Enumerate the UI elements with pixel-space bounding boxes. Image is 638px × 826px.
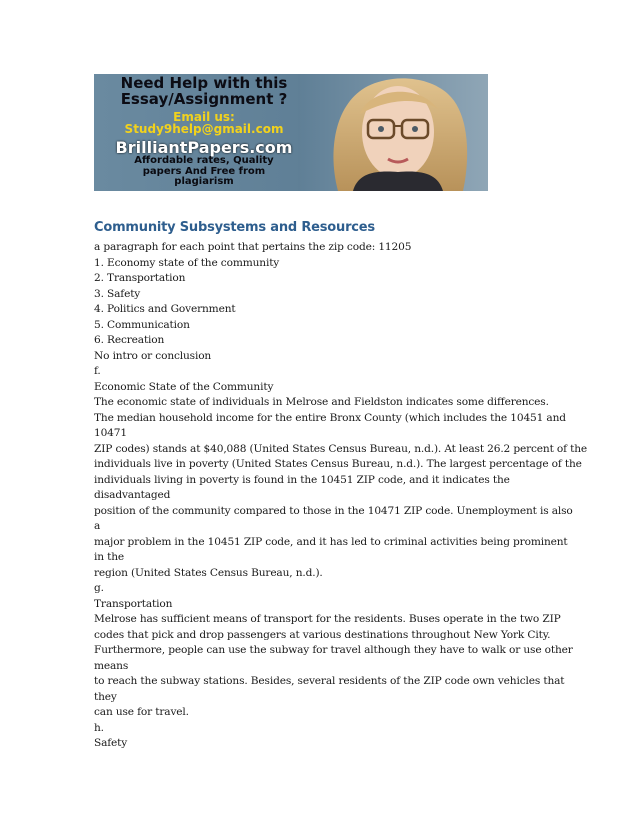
document-line: 10471 <box>94 427 127 439</box>
document-line: position of the community compared to those in the 10471 ZIP code. Unemployment is also <box>94 504 573 517</box>
banner-email: Study9help@gmail.com <box>124 122 284 137</box>
document-line: region (United States Census Bureau, n.d.). <box>94 566 323 579</box>
document-line: g. <box>94 582 104 594</box>
banner-text <box>104 76 304 188</box>
document-line: individuals live in poverty (United States Census Bureau, n.d.). The largest percentage of the <box>94 458 582 470</box>
document-line: Safety <box>94 737 128 749</box>
document-line: 5. Communication <box>94 318 190 331</box>
document-line: a paragraph for each point that pertains the zip code: 11205 <box>94 241 412 253</box>
document-lines <box>94 240 588 752</box>
document-line: Furthermore, people can use the subway for travel although they have to walk or use other <box>94 644 573 656</box>
banner-headline-1: Need Help with this <box>120 74 288 92</box>
banner-tagline-3: plagiarism <box>174 176 234 188</box>
document-line: 2. Transportation <box>94 272 186 284</box>
document-line: f. <box>94 365 101 377</box>
document-body <box>94 220 588 752</box>
banner-site: BrilliantPapers.com <box>115 137 293 157</box>
document-line: codes that pick and drop passengers at various destinations throughout New York City. <box>94 628 551 641</box>
document-line: to reach the subway stations. Besides, several residents of the ZIP code own vehicles that <box>94 675 565 687</box>
document-line: 3. Safety <box>94 287 141 300</box>
ad-banner <box>94 74 488 191</box>
document-line: The median household income for the entire Bronx County (which includes the 10451 and <box>94 411 566 424</box>
banner-tagline-2: papers And Free from <box>142 165 266 177</box>
woman-portrait-image <box>298 74 488 191</box>
document-line: disadvantaged <box>94 489 171 501</box>
document-line: ZIP codes) stands at $40,088 (United States Census Bureau, n.d.). At least 26.2 percent of the <box>94 442 588 455</box>
banner-headline-2: Essay/Assignment ? <box>120 89 288 108</box>
document-line: means <box>94 659 129 672</box>
document-line: major problem in the 10451 ZIP code, and it has led to criminal activities being prominent <box>94 535 568 548</box>
document-line: Melrose has sufficient means of transport for the residents. Buses operate in the two ZIP <box>94 613 561 625</box>
document-title: Community Subsystems and Resources <box>94 220 375 235</box>
document-line: can use for travel. <box>94 706 189 718</box>
document-line: 6. Recreation <box>94 334 165 346</box>
document-line: 4. Politics and Government <box>94 303 236 315</box>
banner-tagline-1: Affordable rates, Quality <box>134 155 274 167</box>
document-line: The economic state of individuals in Melrose and Fieldston indicates some differences. <box>94 396 549 408</box>
document-line: in the <box>94 551 125 563</box>
document-line: they <box>94 690 117 703</box>
document-line: individuals living in poverty is found in the 10451 ZIP code, and it indicates the <box>94 473 510 486</box>
document-line: Economic State of the Community <box>94 380 274 393</box>
document-line: a <box>94 520 101 532</box>
document-line: 1. Economy state of the community <box>94 256 280 269</box>
document-line: h. <box>94 721 104 734</box>
document-line: Transportation <box>94 597 173 610</box>
banner-email-label: Email us: <box>173 109 235 124</box>
document-line: No intro or conclusion <box>94 349 212 362</box>
